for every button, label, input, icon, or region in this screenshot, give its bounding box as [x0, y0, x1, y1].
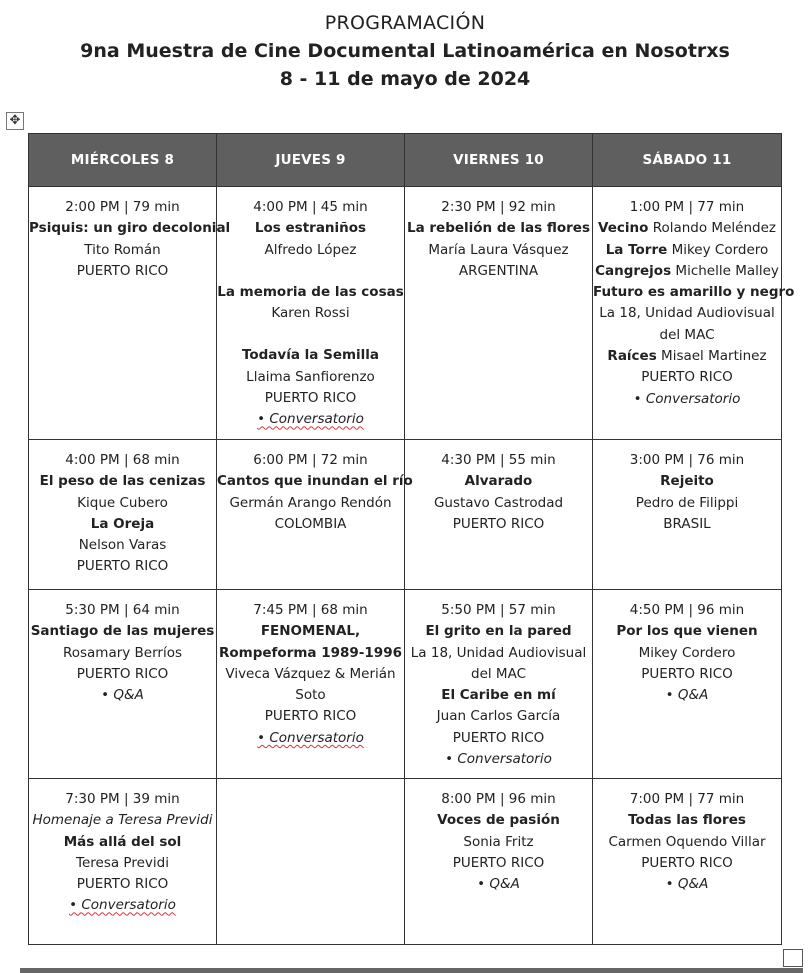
line-spacer [217, 261, 404, 282]
director-name: Michelle Malley [671, 262, 779, 279]
screening-time: 1:00 PM | 77 min [629, 199, 745, 215]
schedule-cell [405, 590, 593, 779]
spellcheck-text: • Conversatorio [69, 897, 176, 914]
event-note: • Q&A [665, 876, 709, 893]
event-note: • Q&A [665, 687, 709, 704]
film-entry [593, 346, 781, 367]
schedule-cell [217, 440, 413, 590]
table-move-handle-icon[interactable]: ✥ [6, 112, 24, 130]
film-entry [593, 218, 781, 239]
screening-time: 6:00 PM | 72 min [253, 452, 368, 468]
cell-text: La 18, Unidad Audiovisual del MAC [599, 305, 775, 343]
event-note: Homenaje a Teresa Previdi [32, 812, 213, 829]
day-header: SÁBADO 11 [593, 134, 782, 187]
cell-text: Tito Román [84, 241, 161, 258]
cell-text: PUERTO RICO [452, 729, 545, 746]
page-title: PROGRAMACIÓN [324, 12, 486, 34]
event-note: • Conversatorio [445, 751, 552, 768]
screening-time: 2:30 PM | 92 min [441, 199, 556, 215]
schedule-cell [405, 440, 593, 590]
film-title: Por los que vienen [616, 623, 758, 640]
cell-text: Karen Rossi [271, 305, 350, 322]
cell-text: PUERTO RICO [452, 854, 545, 871]
cell-text: Llaima Sanfiorenzo [246, 368, 375, 385]
line-spacer [217, 324, 404, 345]
schedule-cell [405, 779, 593, 945]
film-title: La rebelión de las flores [406, 220, 590, 237]
cell-text: Rosamary Berríos [62, 644, 183, 661]
event-note [29, 895, 216, 916]
day-header: JUEVES 9 [217, 134, 405, 187]
cell-text: Sonia Fritz [463, 833, 534, 850]
page-dates: 8 - 11 de mayo de 2024 [279, 68, 531, 90]
page-bottom-border [20, 968, 803, 973]
cell-text: Germán Arango Rendón [229, 494, 392, 511]
cell-text: BRASIL [663, 515, 711, 532]
film-title: Rejeito [660, 473, 714, 490]
spellcheck-text: • Conversatorio [257, 411, 364, 428]
film-title: Rompeforma 1989-1996 [219, 644, 402, 661]
film-title: Raíces [607, 348, 657, 365]
event-note: • Q&A [477, 876, 520, 893]
film-title: La Oreja [90, 515, 155, 532]
cell-text: PUERTO RICO [264, 708, 357, 725]
schedule-cell [593, 779, 782, 945]
day-header: VIERNES 10 [405, 134, 593, 187]
table-row [29, 779, 782, 945]
cell-text: Viveca Vázquez & Merián Soto [225, 665, 396, 704]
film-title: Más allá del sol [63, 833, 182, 850]
table-row [29, 440, 782, 590]
film-title: Vecino [598, 220, 649, 237]
table-row [29, 187, 782, 440]
screening-time: 4:00 PM | 68 min [65, 452, 180, 468]
film-title: Todas las flores [628, 812, 746, 829]
event-note [217, 728, 404, 749]
page-subtitle: 9na Muestra de Cine Documental Latinoamérica en Nosotrxs [80, 40, 730, 62]
screening-time: 5:50 PM | 57 min [441, 602, 556, 618]
film-title: Cangrejos [595, 262, 672, 279]
screening-time: 2:00 PM | 79 min [65, 199, 180, 215]
film-title: Santiago de las mujeres [30, 623, 215, 640]
schedule-cell [593, 440, 782, 590]
cell-text: Juan Carlos García [436, 708, 561, 725]
cell-text: Gustavo Castrodad [433, 494, 564, 511]
film-title: El grito en la pared [425, 623, 572, 640]
cell-text: PUERTO RICO [76, 262, 169, 279]
cell-text: La 18, Unidad Audiovisual del MAC [410, 644, 587, 682]
cell-text: ARGENTINA [458, 262, 539, 279]
schedule-cell [29, 440, 217, 590]
event-note: • Q&A [101, 687, 144, 704]
cell-text: Pedro de Filippi [635, 494, 739, 511]
cell-text: PUERTO RICO [641, 369, 733, 386]
cell-text: Nelson Varas [78, 537, 167, 554]
schedule-cell [217, 779, 405, 945]
film-title: FENOMENAL, [260, 623, 361, 640]
cell-text: COLOMBIA [274, 515, 347, 532]
event-note: • Conversatorio [633, 390, 741, 407]
film-entry [593, 240, 781, 261]
film-entry [593, 261, 781, 282]
schedule-cell [405, 187, 593, 440]
film-title: Alvarado [464, 473, 533, 490]
table-row [29, 590, 782, 779]
table-header-row [29, 134, 782, 187]
film-title: El peso de las cenizas [39, 473, 206, 490]
film-title: El Caribe en mí [441, 687, 556, 704]
cell-text: PUERTO RICO [264, 390, 357, 407]
screening-time: 7:30 PM | 39 min [65, 791, 180, 807]
cell-text: PUERTO RICO [452, 515, 545, 532]
film-title: Cantos que inundan el río [217, 473, 413, 490]
director-name: Mikey Cordero [667, 241, 769, 258]
cell-text: Mikey Cordero [638, 644, 736, 661]
schedule-cell [593, 187, 795, 440]
screening-time: 7:45 PM | 68 min [253, 602, 368, 618]
schedule-cell [217, 187, 405, 440]
cell-text: PUERTO RICO [76, 558, 169, 575]
schedule-cell [29, 187, 231, 440]
screening-time: 8:00 PM | 96 min [441, 791, 556, 807]
schedule-cell [217, 590, 405, 779]
screening-time: 7:00 PM | 77 min [629, 791, 745, 807]
spellcheck-text: • Conversatorio [257, 729, 364, 746]
screening-time: 4:50 PM | 96 min [629, 602, 745, 618]
cell-text: PUERTO RICO [641, 665, 733, 682]
screening-time: 4:30 PM | 55 min [441, 452, 556, 468]
schedule-cell [29, 590, 217, 779]
event-note [217, 409, 404, 430]
cell-text: María Laura Vásquez [428, 241, 569, 258]
cell-text: Alfredo López [264, 241, 357, 258]
table-resize-handle[interactable] [783, 949, 803, 967]
cell-text: Kique Cubero [77, 494, 168, 511]
cell-text: Teresa Previdi [76, 854, 169, 871]
film-title: Futuro es amarillo y negro [593, 284, 795, 301]
film-title: Psiquis: un giro decolonial [29, 220, 231, 237]
day-header: MIÉRCOLES 8 [29, 134, 217, 187]
schedule-table [28, 133, 795, 945]
cell-text: Carmen Oquendo Villar [608, 833, 766, 850]
screening-time: 4:00 PM | 45 min [253, 199, 368, 215]
cell-text: PUERTO RICO [76, 876, 169, 893]
film-title: Voces de pasión [437, 812, 560, 829]
cell-text: PUERTO RICO [76, 665, 169, 682]
schedule-cell [29, 779, 217, 945]
schedule-cell [593, 590, 782, 779]
film-title: Todavía la Semilla [241, 347, 380, 364]
film-title: Los estraniños [254, 220, 367, 237]
cell-text: PUERTO RICO [641, 854, 733, 871]
film-title: La memoria de las cosas [217, 283, 404, 300]
director-name: Misael Martinez [656, 348, 767, 365]
director-name: Rolando Meléndez [648, 220, 776, 237]
screening-time: 3:00 PM | 76 min [629, 452, 745, 468]
screening-time: 5:30 PM | 64 min [65, 602, 180, 618]
film-title: La Torre [605, 241, 668, 258]
